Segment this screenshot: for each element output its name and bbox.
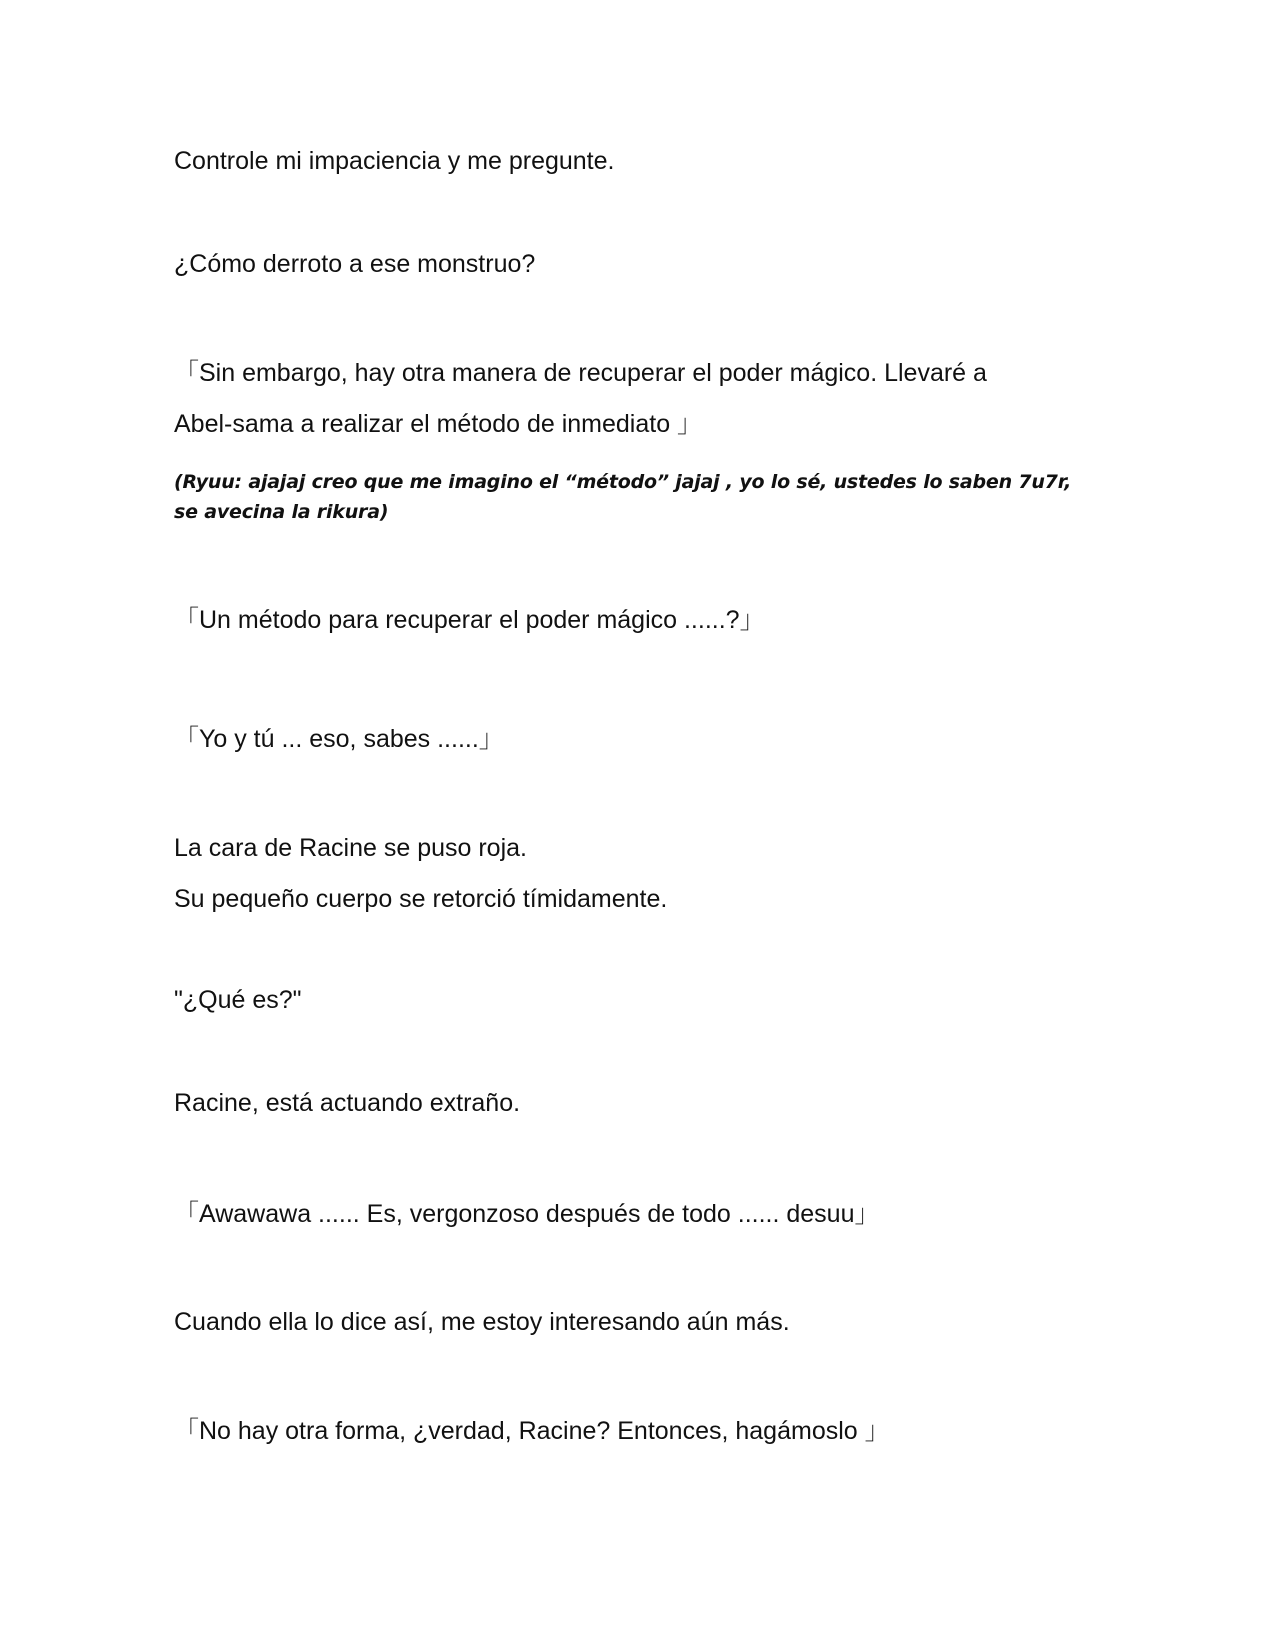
dialogue-line: 「Sin embargo, hay otra manera de recuperar el poder mágico. Llevaré a [174,359,987,387]
paragraph: Controle mi impaciencia y me pregunte. [174,147,615,175]
dialogue-line: 「Awawawa ...... Es, vergonzoso después de todo ...... desuu」 [174,1200,880,1228]
dialogue-line: Abel-sama a realizar el método de inmediato 」 [174,410,703,438]
paragraph: Racine, está actuando extraño. [174,1089,521,1117]
dialogue-line: 「Yo y tú ... eso, sabes ......」 [174,725,504,753]
dialogue-line: "¿Qué es?" [174,986,302,1014]
paragraph: ¿Cómo derroto a ese monstruo? [174,250,536,278]
translator-note: (Ryuu: ajajaj creo que me imagino el “método” jajaj , yo lo sé, ustedes lo saben 7u7r, [174,471,1072,493]
paragraph: La cara de Racine se puso roja. [174,834,527,862]
dialogue-line: 「No hay otra forma, ¿verdad, Racine? Entonces, hagámoslo 」 [174,1417,890,1445]
translator-note: se avecina la rikura) [174,501,389,523]
dialogue-line: 「Un método para recuperar el poder mágico ......?」 [174,606,765,634]
paragraph: Cuando ella lo dice así, me estoy interesando aún más. [174,1308,790,1336]
paragraph: Su pequeño cuerpo se retorció tímidamente. [174,885,668,913]
